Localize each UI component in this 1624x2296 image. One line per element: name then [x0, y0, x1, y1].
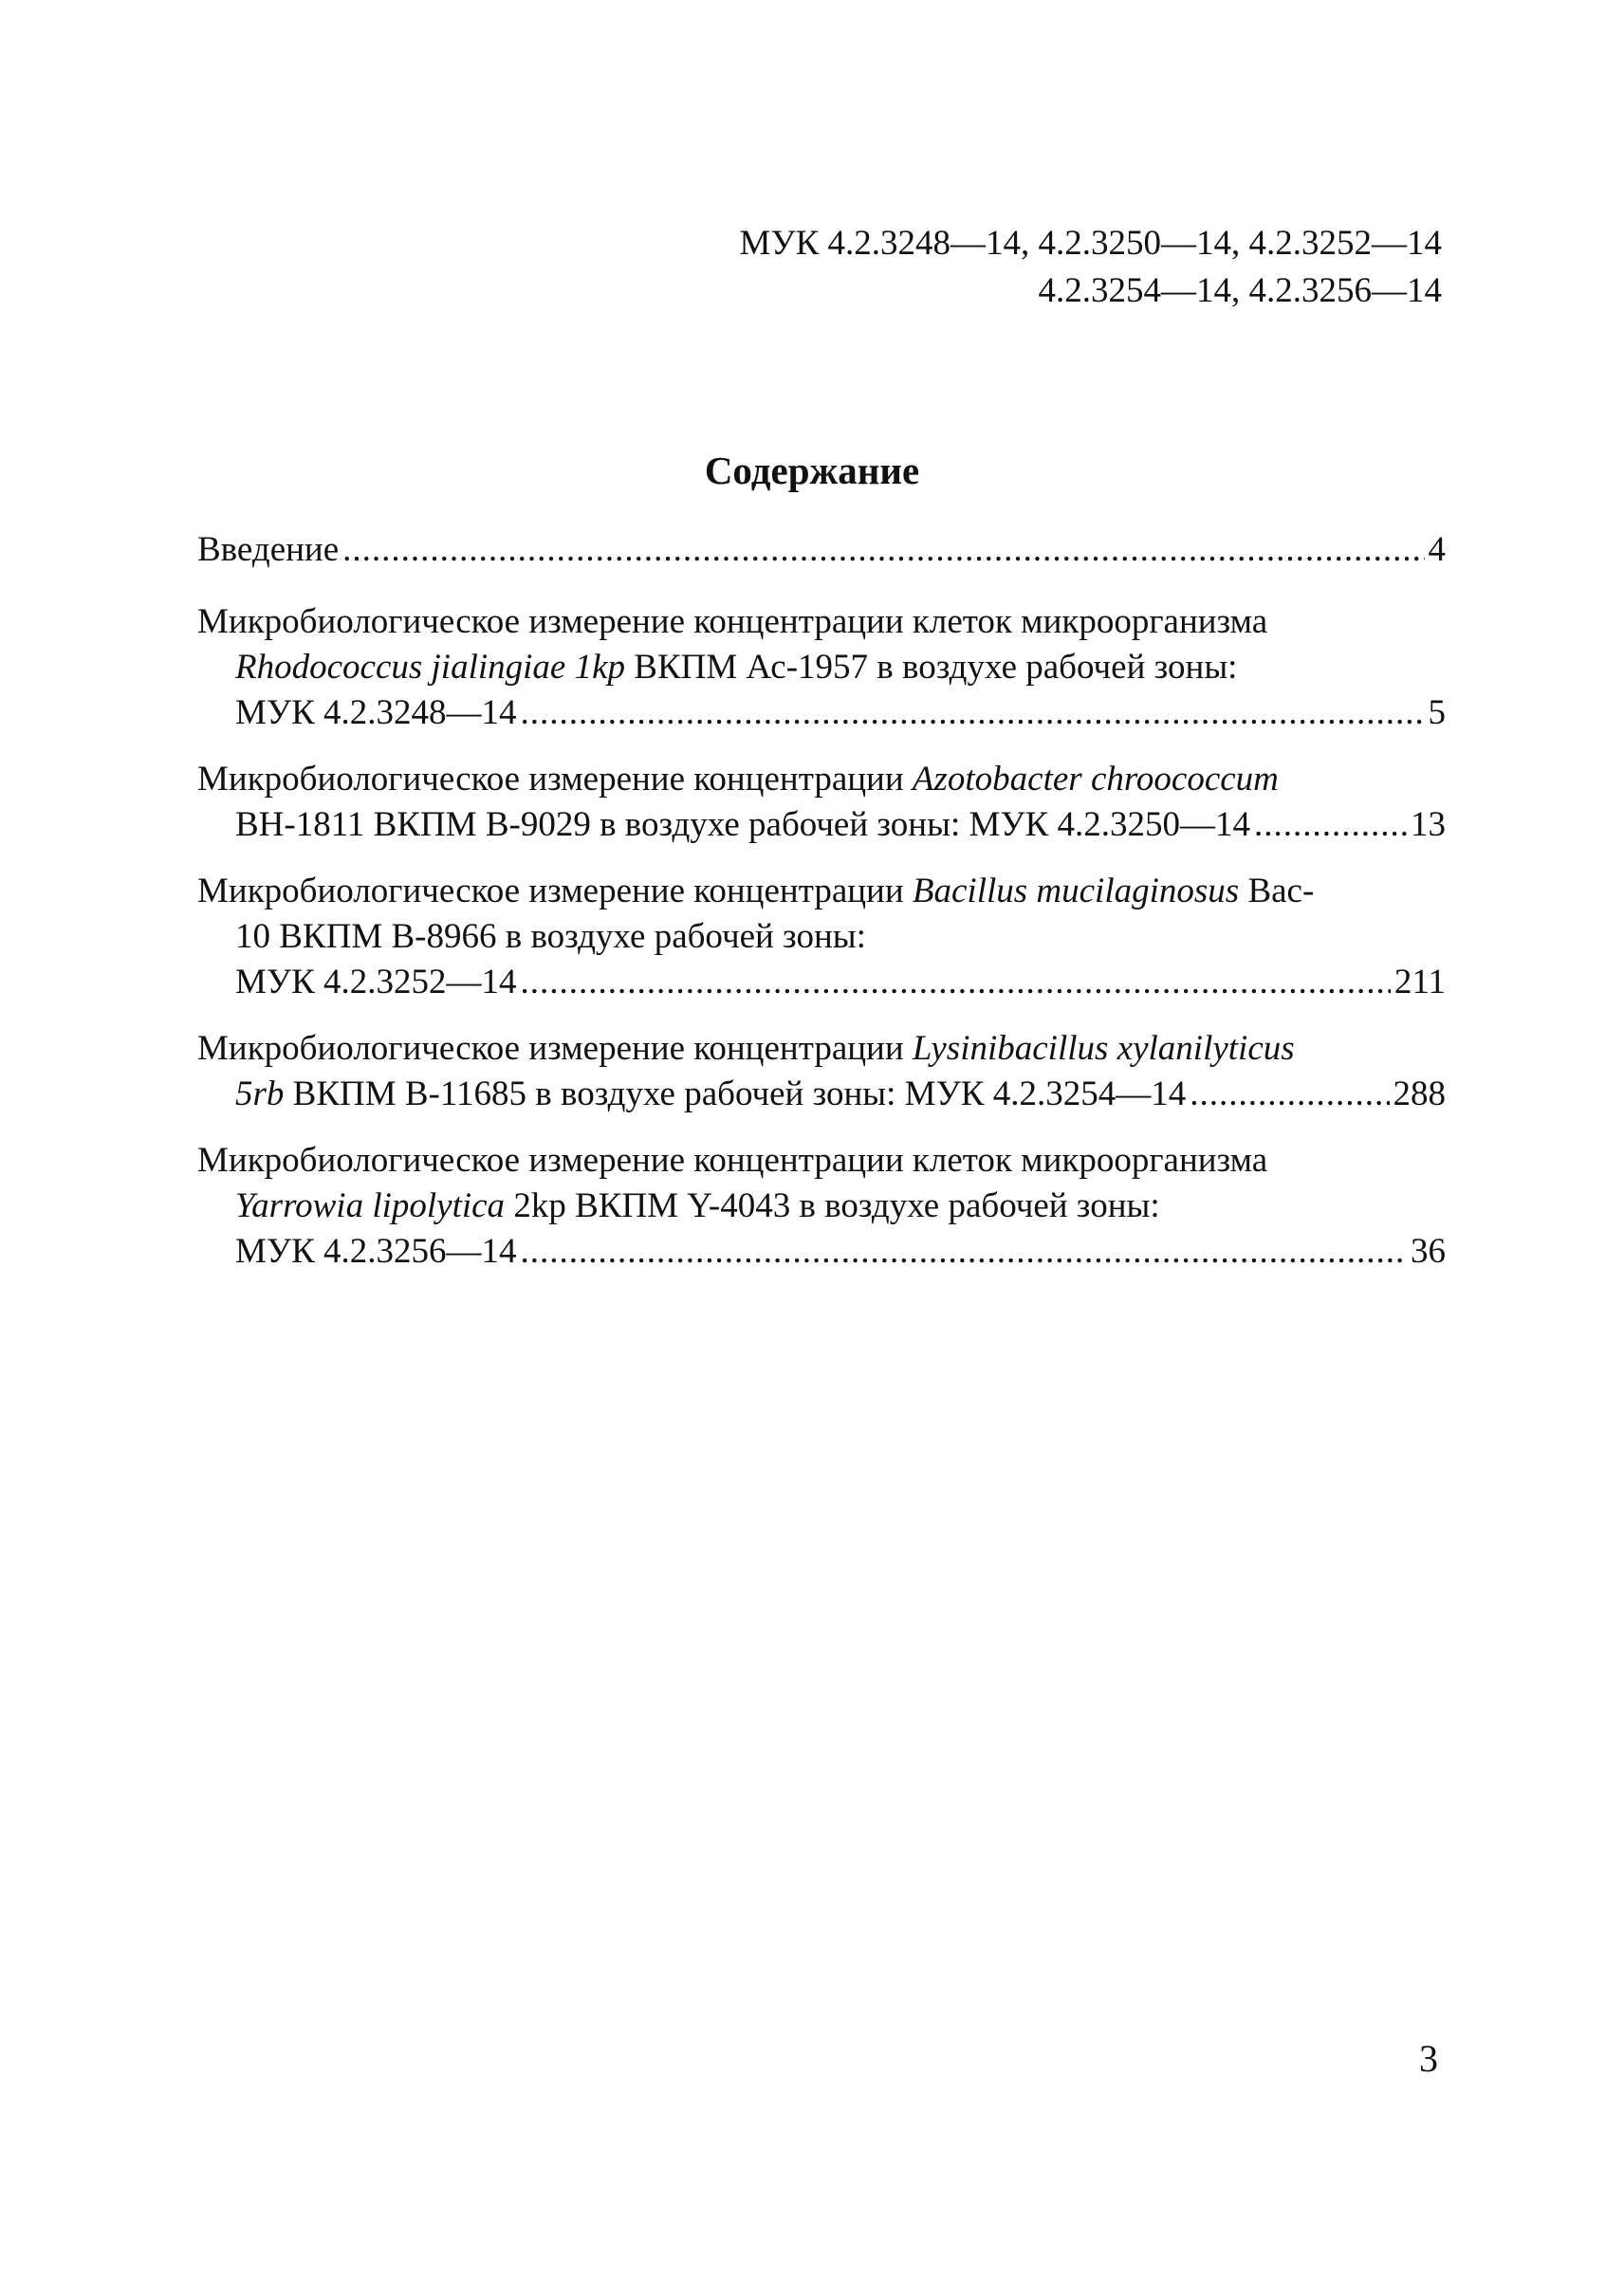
organism-name: Bacillus mucilaginosus — [912, 872, 1240, 910]
toc-entry-page: 4 — [1428, 530, 1446, 569]
toc-entry-intro[interactable] — [197, 527, 1446, 573]
toc-entry-text: ВН-1811 ВКПМ В-9029 в воздухе рабочей зоны: МУК 4.2.3250—14 — [235, 805, 1251, 844]
toc-entry-code: МУК 4.2.3252—14 — [235, 963, 517, 1001]
organism-name: Yarrowia lipolytica — [235, 1186, 506, 1225]
toc-entry-code: МУК 4.2.3248—14 — [235, 693, 517, 732]
organism-name: Lysinibacillus xylanilyticus — [912, 1029, 1295, 1068]
toc-entry-text: Микробиологическое измерение концентрации клеток микроорганизма — [197, 602, 1268, 641]
toc-entry-page: 5 — [1428, 693, 1446, 732]
toc-entry-page: 288 — [1393, 1075, 1446, 1113]
toc-entry-text — [197, 1026, 1446, 1072]
toc-entry-page: 36 — [1411, 1232, 1446, 1271]
toc-entry-text-rest: 2kp ВКПМ Y-4043 в воздухе рабочей зоны: — [505, 1186, 1160, 1225]
toc-line — [197, 802, 1446, 848]
toc-entry-4[interactable] — [197, 1026, 1446, 1117]
toc-entry-1[interactable] — [197, 599, 1446, 736]
dot-leader — [342, 527, 1424, 573]
toc-line — [197, 1229, 1446, 1275]
toc-entry-page: 13 — [1411, 805, 1446, 844]
table-of-contents — [197, 527, 1446, 1295]
toc-entry-code: МУК 4.2.3256—14 — [235, 1232, 517, 1271]
toc-entry-text-rest: ВКПМ В-11685 в воздухе рабочей зоны: МУК 4.2.3254—14 — [284, 1075, 1187, 1113]
toc-entry-text-plain: Микробиологическое измерение концентрации — [197, 760, 913, 799]
toc-entry-text — [197, 645, 1446, 690]
toc-entry-label: Введение — [197, 530, 340, 569]
toc-entry-3[interactable] — [197, 869, 1446, 1005]
strain-name: 5rb — [235, 1075, 285, 1113]
toc-entry-text — [197, 757, 1446, 802]
toc-entry-text — [197, 1184, 1446, 1229]
toc-title: Содержание — [704, 449, 920, 492]
toc-line — [197, 527, 1446, 573]
dot-leader — [1254, 802, 1407, 848]
toc-entry-text: 10 ВКПМ В-8966 в воздухе рабочей зоны: — [235, 917, 866, 956]
toc-line — [197, 960, 1446, 1005]
dot-leader — [521, 960, 1391, 1005]
document-header — [493, 220, 1442, 315]
toc-entry-text-rest: Bac- — [1239, 872, 1315, 910]
organism-name: Rhodococcus jialingiae 1kp — [235, 648, 626, 687]
toc-entry-5[interactable] — [197, 1138, 1446, 1275]
dot-leader — [521, 1229, 1407, 1275]
dot-leader — [1190, 1072, 1389, 1117]
dot-leader — [521, 690, 1425, 736]
toc-entry-text-plain: Микробиологическое измерение концентрации — [197, 1029, 913, 1068]
toc-entry-text-plain: Микробиологическое измерение концентрации — [197, 872, 913, 910]
toc-line — [197, 690, 1446, 736]
toc-entry-text — [235, 1072, 1186, 1117]
toc-entry-text — [197, 869, 1446, 914]
header-line-2: 4.2.3254—14, 4.2.3256—14 — [1038, 271, 1442, 310]
page-number: 3 — [1419, 2037, 1438, 2080]
toc-entry-2[interactable] — [197, 757, 1446, 848]
toc-entry-text: Микробиологическое измерение концентрации клеток микроорганизма — [197, 1141, 1268, 1180]
toc-line — [197, 1072, 1446, 1117]
toc-entry-text-rest: ВКПМ Ас-1957 в воздухе рабочей зоны: — [625, 648, 1238, 687]
organism-name: Azotobacter chroococcum — [912, 760, 1279, 799]
toc-entry-page: 211 — [1393, 963, 1446, 1001]
header-line-1: МУК 4.2.3248—14, 4.2.3250—14, 4.2.3252—14 — [739, 224, 1442, 263]
